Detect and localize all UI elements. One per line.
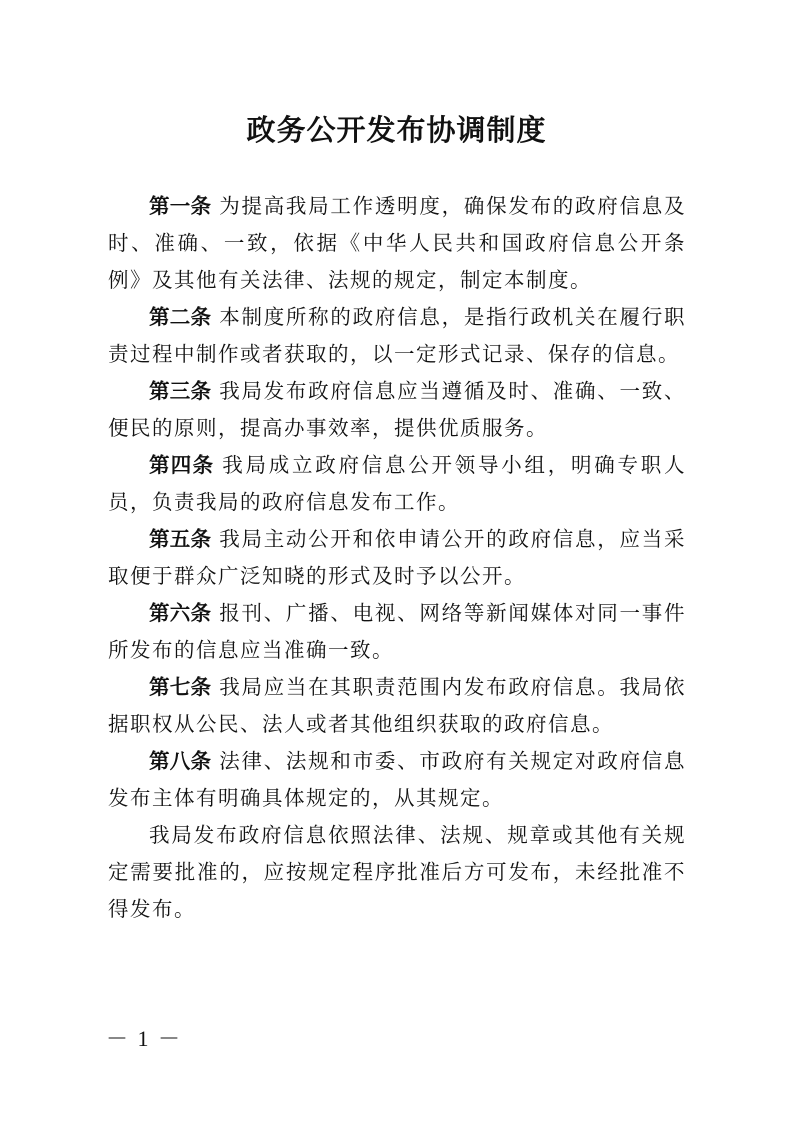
closing-text: 我局发布政府信息依照法律、法规、规章或其他有关规定需要批准的，应按规定程序批准后方可发布，未经批准不得发布。	[108, 823, 686, 921]
article-text: 报刊、广播、电视、网络等新闻媒体对同一事件所发布的信息应当准确一致。	[108, 601, 687, 662]
article-heading: 第六条	[149, 601, 212, 625]
paragraph-article-2	[108, 299, 686, 373]
article-heading: 第七条	[149, 675, 212, 699]
paragraph-article-3	[108, 373, 686, 447]
document-title: 政务公开发布协调制度	[246, 113, 547, 147]
paragraph-article-6	[108, 595, 686, 669]
article-heading: 第二条	[149, 305, 212, 329]
article-text: 本制度所称的政府信息，是指行政机关在履行职责过程中制作或者获取的，以一定形式记录、保存的信息。	[108, 305, 687, 366]
paragraph-article-7	[108, 669, 686, 743]
paragraph-article-1	[108, 188, 686, 299]
paragraph-article-4	[108, 447, 686, 521]
article-heading: 第八条	[149, 749, 212, 773]
article-text: 为提高我局工作透明度，确保发布的政府信息及时、准确、一致，依据《中华人民共和国政府信息公开条例》及其他有关法律、法规的规定，制定本制度。	[108, 194, 687, 292]
page-number: － 1 －	[106, 1026, 183, 1051]
article-heading: 第四条	[149, 453, 215, 477]
article-text: 我局应当在其职责范围内发布政府信息。我局依据职权从公民、法人或者其他组织获取的政府信息。	[108, 675, 687, 736]
article-text: 法律、法规和市委、市政府有关规定对政府信息发布主体有明确具体规定的，从其规定。	[108, 749, 687, 810]
article-text: 我局主动公开和依申请公开的政府信息，应当采取便于群众广泛知晓的形式及时予以公开。	[108, 527, 687, 588]
article-heading: 第一条	[149, 194, 212, 218]
article-heading: 第五条	[149, 527, 212, 551]
document-body	[108, 188, 686, 928]
article-text: 我局发布政府信息应当遵循及时、准确、一致、便民的原则，提高办事效率，提供优质服务。	[108, 379, 687, 440]
paragraph-closing	[108, 817, 686, 928]
paragraph-article-5	[108, 521, 686, 595]
article-heading: 第三条	[149, 379, 212, 403]
article-text: 我局成立政府信息公开领导小组，明确专职人员，负责我局的政府信息发布工作。	[108, 453, 686, 514]
paragraph-article-8	[108, 743, 686, 817]
